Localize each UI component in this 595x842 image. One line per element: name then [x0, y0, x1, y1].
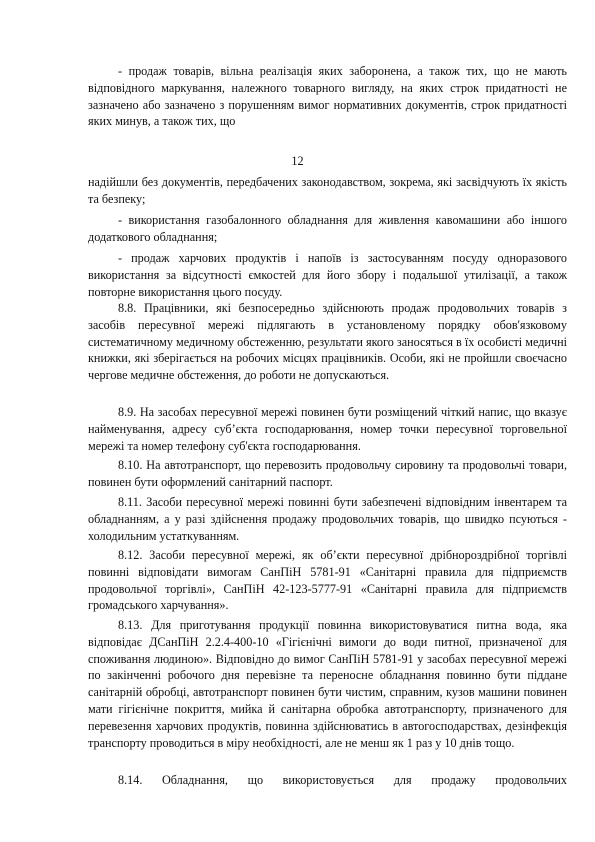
page-number: 12: [291, 154, 304, 168]
paragraph: - використання газобалонного обладнання для живлення кавомашини або іншого додаткового обладнання;: [88, 213, 567, 244]
paragraph-8-11: 8.11. Засоби пересувної мережі повинні бути забезпечені відповідним інвентарем та обладнанням, а у разі здійснення продажу продовольчих товарів, що швидко псуються - холодильним устаткуванням.: [88, 495, 567, 543]
paragraph-8-8: 8.8. Працівники, які безпосередньо здійснюють продаж продовольчих товарів з засобів пересувної мережі підлягають в установленому порядку обов'язковому систематичному медичному обстеженню, результати якого заносяться в їх особисті медичні книжки, які зберігається на робочих місцях працівників. Особи, які не пройшли своєчасно чергове медичне обстеження, до роботи не допускаються.: [88, 301, 567, 383]
paragraph-8-10: 8.10. На автотранспорт, що перевозить продовольчу сировину та продовольчі товари, повинен бути оформлений санітарний паспорт.: [88, 458, 567, 489]
paragraph-8-9: 8.9. На засобах пересувної мережі повинен бути розміщений чіткий напис, що вказує найменування, адресу суб’єкта господарювання, номер точки пересувної торговельної мережі та номер телефону суб'єкта господарювання.: [88, 405, 567, 453]
paragraph-8-14: 8.14. Обладнання, що використовується для продажу продовольчих: [118, 773, 567, 787]
paragraph: надійшли без документів, передбачених законодавством, зокрема, які засвідчують їх якість та безпеку;: [88, 175, 567, 206]
paragraph-8-13: 8.13. Для приготування продукції повинна використовуватися питна вода, яка відповідає ДСанПіН 2.2.4-400-10 «Гігієнічні вимоги до води питної, призначеної для споживання людиною». Відповідно до вимог СанПіН 5781-91 у засобах пересувної мережі по закінченні робочого дня перевізне та переносне обладнання повинно бути піддане санітарній обробці, автотранспорт повинен бути чистим, справним, кузов машини повинен мати гігієнічне покриття, мийка й санітарна обробка автотранспорту, призначеного для перевезення харчових продуктів, повинна здійснюватись в автогосподарствах, дезінфекція транспорту проводиться в міру необхідності, але не менш як 1 раз у 10 днів тощо.: [88, 618, 567, 750]
paragraph-fragment-top: - продаж товарів, вільна реалізація яких заборонена, а також тих, що не мають відповідного маркування, належного товарного вигляду, на яких строк придатності не зазначено або зазначено з порушенням вимог нормативних документів, строк придатності яких минув, а також тих, що: [88, 64, 567, 129]
paragraph-8-12: 8.12. Засоби пересувної мережі, як об’єкти пересувної дрібнороздрібної торгівлі повинні відповідати вимогам СанПіН 5781-91 «Санітарні правила для підприємств продовольчої торгівлі», СанПіН 42-123-5777-91 «Санітарні правила для підприємств громадського харчування».: [88, 548, 567, 613]
paragraph: - продаж харчових продуктів і напоїв із застосуванням посуду одноразового використання за відсутності ємкостей для його збору і подальшої утилізації, а також повторне використання цього посуду.: [88, 251, 567, 299]
